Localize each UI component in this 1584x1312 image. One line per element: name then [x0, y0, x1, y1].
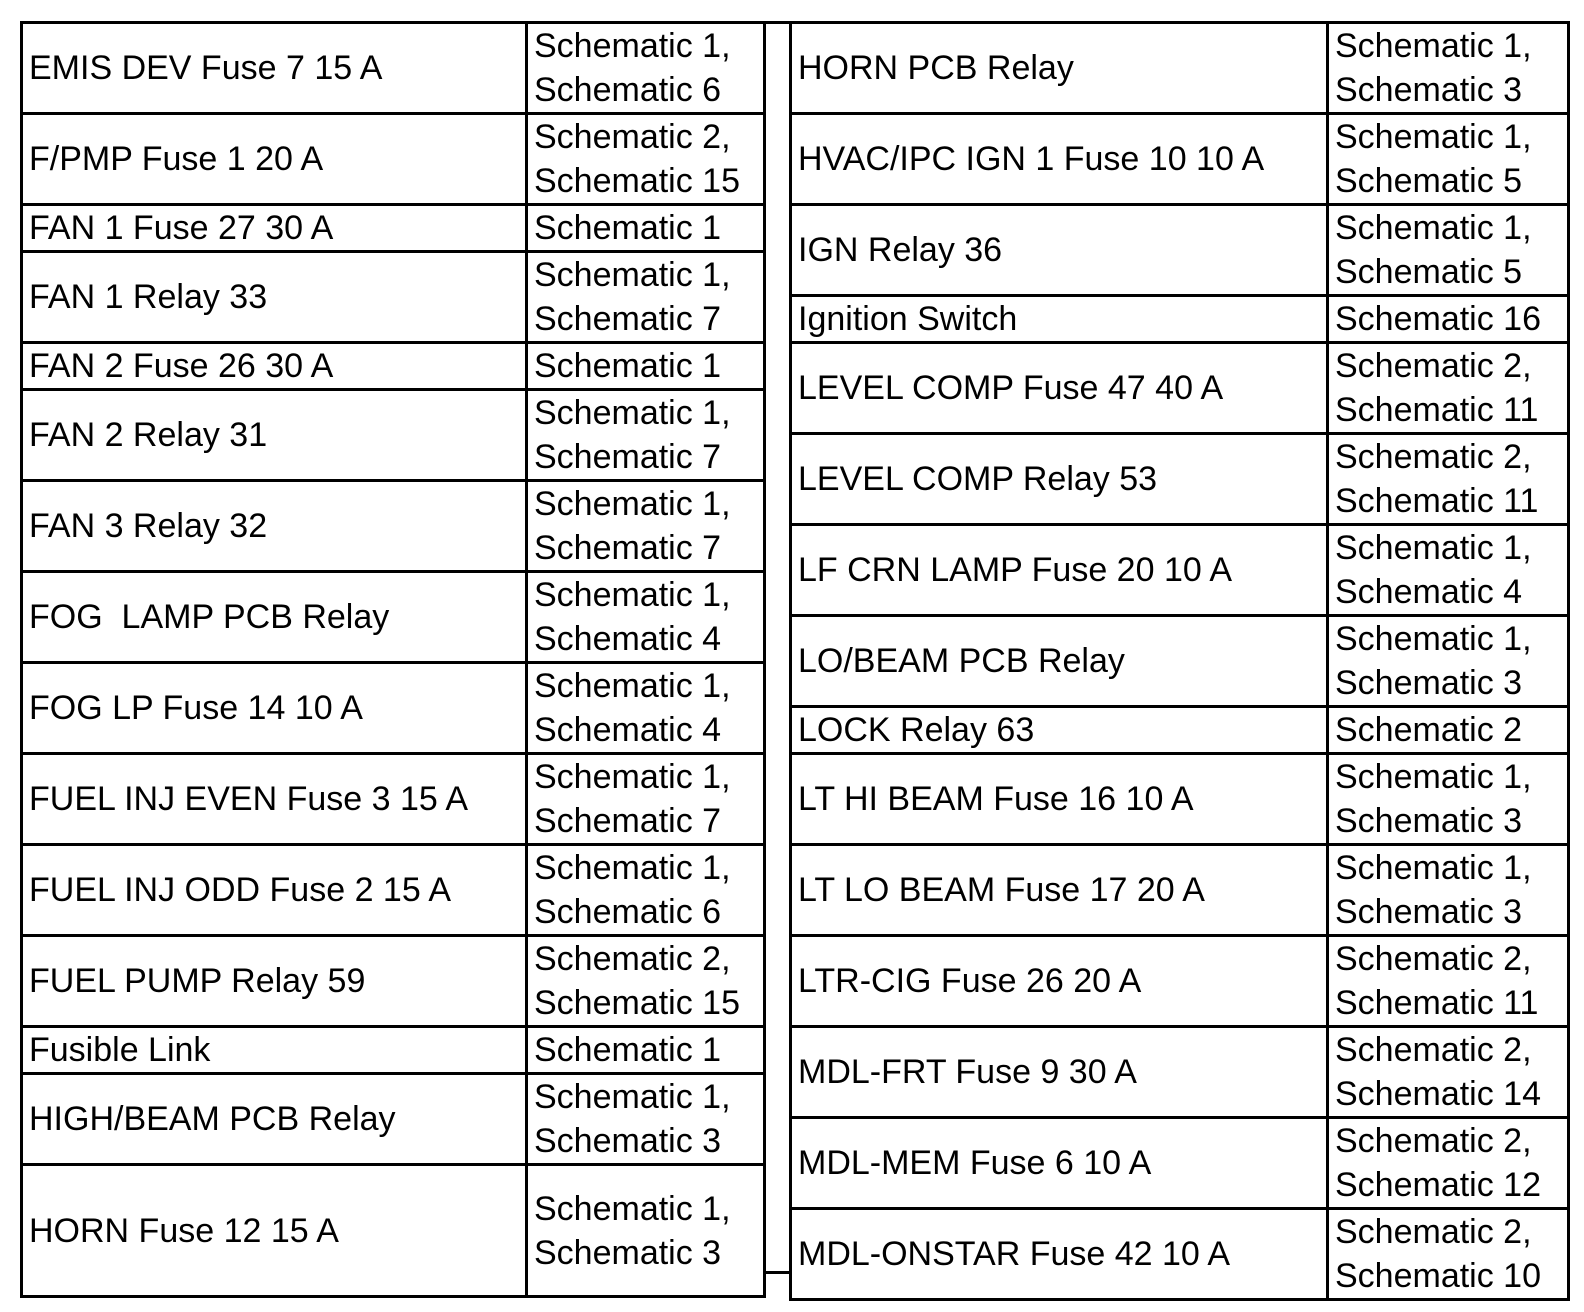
table-row [791, 1118, 1569, 1209]
reference-cell [1328, 525, 1569, 616]
table-row [791, 754, 1569, 845]
component-cell [22, 663, 527, 754]
component-cell [22, 23, 527, 114]
table-row [22, 845, 765, 936]
table-row [791, 23, 1569, 114]
table-row [22, 481, 765, 572]
reference-cell [1328, 936, 1569, 1027]
schematic-ref: Schematic 1, [534, 849, 731, 887]
table-row [22, 572, 765, 663]
schematic-ref: Schematic 1, [534, 1078, 731, 1116]
schematic-ref: Schematic 1, [1335, 27, 1532, 65]
table-row [22, 936, 765, 1027]
reference-cell [1328, 114, 1569, 205]
table-row [22, 1074, 765, 1165]
schematic-ref: Schematic 1 [534, 347, 722, 385]
schematic-ref: Schematic 15 [534, 984, 740, 1022]
component-name: MDL-MEM Fuse 6 10 A [798, 1144, 1152, 1182]
schematic-ref: Schematic 1, [534, 667, 731, 705]
reference-cell [527, 663, 765, 754]
component-cell [22, 936, 527, 1027]
schematic-ref: Schematic 1 [534, 1031, 722, 1069]
reference-cell [527, 481, 765, 572]
schematic-ref: Schematic 2 [1335, 711, 1523, 749]
schematic-ref: Schematic 2, [534, 118, 731, 156]
reference-cell [1328, 845, 1569, 936]
schematic-ref: Schematic 1, [534, 394, 731, 432]
reference-cell [527, 205, 765, 252]
schematic-ref: Schematic 1 [534, 209, 722, 247]
table-row [791, 616, 1569, 707]
component-name: FAN 2 Relay 31 [29, 416, 268, 454]
component-cell [791, 343, 1328, 434]
component-name: HORN Fuse 12 15 A [29, 1211, 339, 1250]
left-index-table [20, 21, 766, 1298]
component-name: LT HI BEAM Fuse 16 10 A [798, 780, 1194, 818]
component-cell [791, 1209, 1328, 1300]
schematic-ref: Schematic 7 [534, 529, 722, 567]
reference-cell [527, 1074, 765, 1165]
component-name: MDL-FRT Fuse 9 30 A [798, 1053, 1137, 1091]
component-name: MDL-ONSTAR Fuse 42 10 A [798, 1235, 1231, 1273]
reference-cell [1328, 1118, 1569, 1209]
schematic-ref: Schematic 2, [1335, 438, 1532, 476]
table-row [22, 1027, 765, 1074]
component-name: LEVEL COMP Fuse 47 40 A [798, 369, 1224, 407]
reference-cell [527, 754, 765, 845]
component-cell [22, 390, 527, 481]
table-row [791, 343, 1569, 434]
schematic-ref: Schematic 2, [1335, 1213, 1532, 1251]
component-name: F/PMP Fuse 1 20 A [29, 140, 324, 178]
table-row [791, 936, 1569, 1027]
schematic-ref: Schematic 2, [1335, 347, 1532, 385]
component-name: FUEL PUMP Relay 59 [29, 962, 366, 1000]
schematic-ref: Schematic 1, [534, 256, 731, 294]
component-name: HVAC/IPC IGN 1 Fuse 10 10 A [798, 140, 1265, 178]
schematic-ref: Schematic 6 [534, 71, 722, 109]
component-cell [22, 252, 527, 343]
reference-cell [1328, 205, 1569, 296]
component-cell [22, 481, 527, 572]
schematic-ref: Schematic 1, [534, 758, 731, 796]
component-cell [791, 296, 1328, 343]
component-cell [22, 1165, 527, 1297]
component-cell [791, 205, 1328, 296]
schematic-ref: Schematic 3 [1335, 893, 1523, 931]
schematic-ref: Schematic 2, [534, 940, 731, 978]
component-name: Ignition Switch [798, 300, 1018, 338]
component-name: FAN 3 Relay 32 [29, 507, 268, 545]
component-name: LT LO BEAM Fuse 17 20 A [798, 871, 1205, 909]
component-name: FAN 2 Fuse 26 30 A [29, 347, 334, 385]
schematic-ref: Schematic 15 [534, 162, 740, 200]
component-cell [22, 343, 527, 390]
reference-cell [527, 1165, 765, 1297]
component-name: LF CRN LAMP Fuse 20 10 A [798, 551, 1233, 589]
reference-cell [1328, 343, 1569, 434]
schematic-ref: Schematic 1, [534, 1189, 731, 1228]
schematic-ref: Schematic 7 [534, 802, 722, 840]
table-gap [763, 21, 789, 1274]
reference-cell [527, 252, 765, 343]
schematic-ref: Schematic 2, [1335, 1031, 1532, 1069]
component-cell [791, 707, 1328, 754]
reference-cell [527, 936, 765, 1027]
schematic-ref: Schematic 2, [1335, 1122, 1532, 1160]
schematic-ref: Schematic 3 [1335, 71, 1523, 109]
component-name: Fusible Link [29, 1031, 211, 1069]
component-cell [791, 23, 1328, 114]
component-name: FOG LAMP PCB Relay [29, 598, 390, 636]
schematic-ref: Schematic 11 [1335, 482, 1539, 520]
schematic-ref: Schematic 16 [1335, 300, 1541, 338]
component-cell [791, 434, 1328, 525]
component-name: EMIS DEV Fuse 7 15 A [29, 49, 383, 87]
component-name: LOCK Relay 63 [798, 711, 1035, 749]
table-row [791, 845, 1569, 936]
schematic-ref: Schematic 7 [534, 300, 722, 338]
schematic-ref: Schematic 14 [1335, 1075, 1541, 1113]
table-row [791, 205, 1569, 296]
component-name: FOG LP Fuse 14 10 A [29, 689, 363, 727]
reference-cell [1328, 707, 1569, 754]
table-row [22, 754, 765, 845]
schematic-ref: Schematic 1, [1335, 758, 1532, 796]
component-cell [22, 205, 527, 252]
schematic-ref: Schematic 3 [534, 1233, 722, 1272]
table-row [791, 434, 1569, 525]
table-row [22, 114, 765, 205]
component-cell [22, 1027, 527, 1074]
component-cell [791, 616, 1328, 707]
right-index-table [789, 21, 1570, 1301]
component-name: FAN 1 Fuse 27 30 A [29, 209, 334, 247]
table-row [22, 252, 765, 343]
component-name: HORN PCB Relay [798, 49, 1074, 87]
component-cell [791, 754, 1328, 845]
component-cell [791, 1118, 1328, 1209]
component-name: HIGH/BEAM PCB Relay [29, 1100, 396, 1138]
component-cell [791, 1027, 1328, 1118]
schematic-ref: Schematic 1, [534, 485, 731, 523]
schematic-ref: Schematic 1, [534, 27, 731, 65]
component-name: LTR-CIG Fuse 26 20 A [798, 962, 1142, 1000]
schematic-ref: Schematic 7 [534, 438, 722, 476]
table-row [22, 205, 765, 252]
reference-cell [527, 845, 765, 936]
table-row [791, 707, 1569, 754]
schematic-ref: Schematic 4 [534, 620, 722, 658]
table-row [791, 296, 1569, 343]
schematic-ref: Schematic 11 [1335, 391, 1539, 429]
component-cell [22, 754, 527, 845]
reference-cell [1328, 296, 1569, 343]
table-row [791, 525, 1569, 616]
reference-cell [1328, 434, 1569, 525]
table-row [22, 23, 765, 114]
component-cell [791, 845, 1328, 936]
reference-cell [1328, 1209, 1569, 1300]
reference-cell [1328, 1027, 1569, 1118]
component-name: FUEL INJ ODD Fuse 2 15 A [29, 871, 451, 909]
component-name: FAN 1 Relay 33 [29, 278, 268, 316]
reference-cell [527, 572, 765, 663]
schematic-ref: Schematic 2, [1335, 940, 1532, 978]
schematic-ref: Schematic 1, [1335, 529, 1532, 567]
component-name: FUEL INJ EVEN Fuse 3 15 A [29, 780, 469, 818]
component-cell [22, 845, 527, 936]
reference-cell [527, 343, 765, 390]
schematic-ref: Schematic 11 [1335, 984, 1539, 1022]
table-row [791, 114, 1569, 205]
schematic-ref: Schematic 6 [534, 893, 722, 931]
table-row [22, 1165, 765, 1297]
component-name: LO/BEAM PCB Relay [798, 642, 1125, 680]
component-cell [791, 936, 1328, 1027]
table-row [22, 390, 765, 481]
component-cell [22, 1074, 527, 1165]
reference-cell [1328, 23, 1569, 114]
schematic-ref: Schematic 1, [1335, 620, 1532, 658]
reference-cell [1328, 616, 1569, 707]
reference-cell [527, 390, 765, 481]
schematic-ref: Schematic 1, [1335, 118, 1532, 156]
reference-cell [527, 1027, 765, 1074]
component-cell [22, 114, 527, 205]
schematic-ref: Schematic 1, [534, 576, 731, 614]
table-row [791, 1027, 1569, 1118]
schematic-ref: Schematic 3 [534, 1122, 722, 1160]
schematic-ref: Schematic 5 [1335, 253, 1523, 291]
component-cell [22, 572, 527, 663]
table-row [22, 343, 765, 390]
component-cell [791, 525, 1328, 616]
reference-cell [1328, 754, 1569, 845]
reference-cell [527, 23, 765, 114]
schematic-ref: Schematic 3 [1335, 664, 1523, 702]
component-name: IGN Relay 36 [798, 231, 1003, 269]
table-row [22, 663, 765, 754]
schematic-ref: Schematic 4 [534, 711, 722, 749]
schematic-ref: Schematic 1, [1335, 209, 1532, 247]
schematic-ref: Schematic 10 [1335, 1257, 1541, 1295]
schematic-ref: Schematic 5 [1335, 162, 1523, 200]
schematic-ref: Schematic 12 [1335, 1166, 1541, 1204]
component-name: LEVEL COMP Relay 53 [798, 460, 1158, 498]
schematic-ref: Schematic 1, [1335, 849, 1532, 887]
schematic-ref: Schematic 4 [1335, 573, 1523, 611]
reference-cell [527, 114, 765, 205]
table-row [791, 1209, 1569, 1300]
schematic-ref: Schematic 3 [1335, 802, 1523, 840]
component-cell [791, 114, 1328, 205]
